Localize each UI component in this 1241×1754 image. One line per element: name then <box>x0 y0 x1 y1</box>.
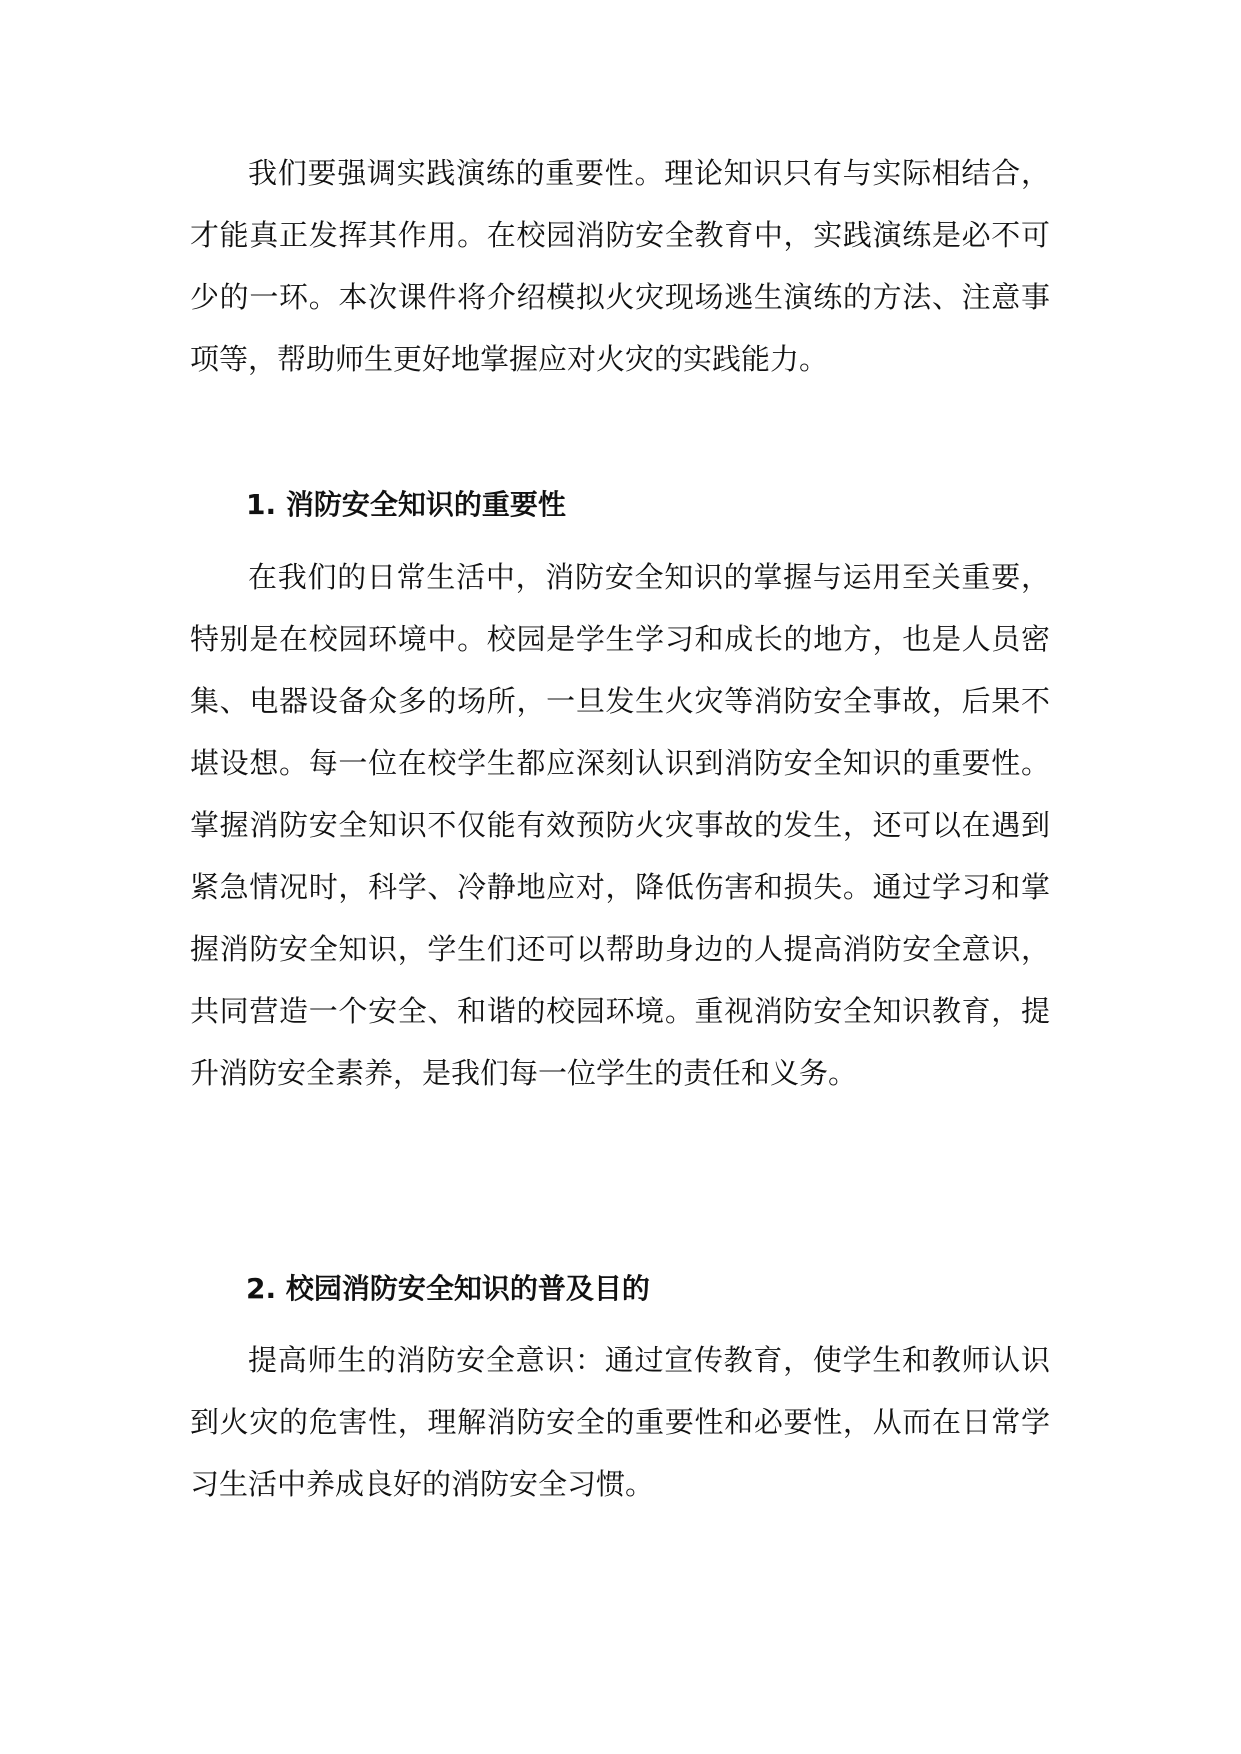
intro-paragraph: 我们要强调实践演练的重要性。理论知识只有与实际相结合，才能真正发挥其作用。在校园消防安全教育中，实践演练是必不可少的一环。本次课件将介绍模拟火灾现场逃生演练的方法、注意事项等，帮助师生更好地掌握应对火灾的实践能力。 <box>190 156 1050 376</box>
section-2-paragraph: 提高师生的消防安全意识：通过宣传教育，使学生和教师认识到火灾的危害性，理解消防安全的重要性和必要性，从而在日常学习生活中养成良好的消防安全习惯。 <box>190 1343 1050 1501</box>
section-2-heading: 2. 校园消防安全知识的普及目的 <box>246 1272 650 1305</box>
section-1-heading: 1. 消防安全知识的重要性 <box>246 488 566 521</box>
section-1-paragraph: 在我们的日常生活中，消防安全知识的掌握与运用至关重要，特别是在校园环境中。校园是学生学习和成长的地方，也是人员密集、电器设备众多的场所，一旦发生火灾等消防安全事故，后果不堪设想。每一位在校学生都应深刻认识到消防安全知识的重要性。掌握消防安全知识不仅能有效预防火灾事故的发生，还可以在遇到紧急情况时，科学、冷静地应对，降低伤害和损失。通过学习和掌握消防安全知识，学生们还可以帮助身边的人提高消防安全意识，共同营造一个安全、和谐的校园环境。重视消防安全知识教育，提升消防安全素养，是我们每一位学生的责任和义务。 <box>190 560 1050 1090</box>
